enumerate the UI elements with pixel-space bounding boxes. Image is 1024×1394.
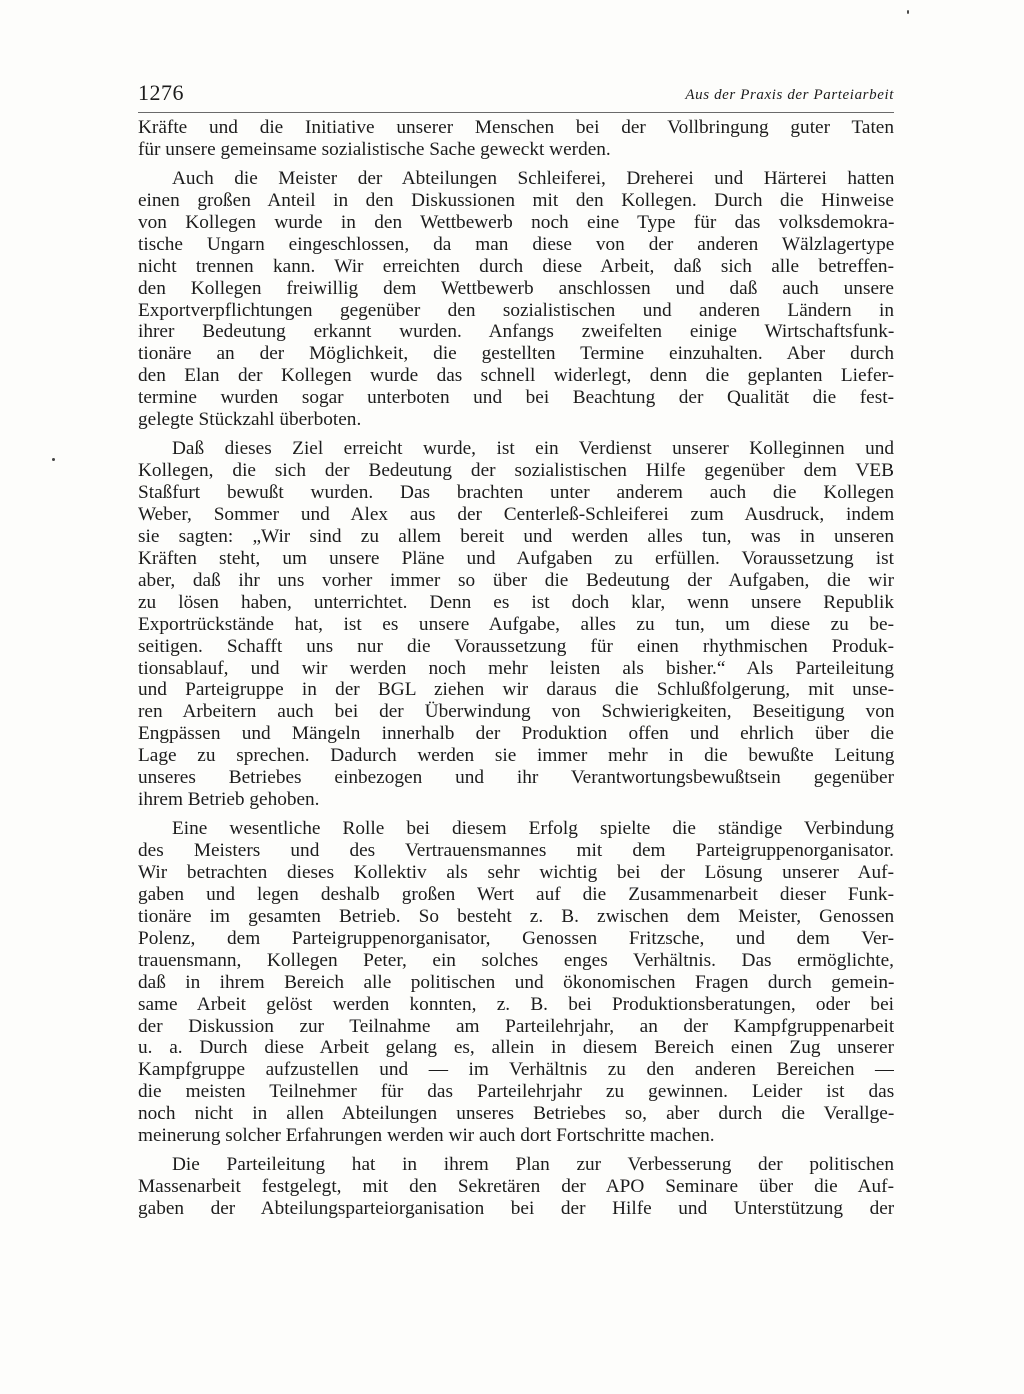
text-line: tionäre an der Möglichkeit, die gestellten Termine einzuhalten. Aber durch [138, 343, 894, 365]
text-line: Eine wesentliche Rolle bei diesem Erfolg spielte die ständige Verbindung [172, 818, 894, 840]
text-line: tische Ungarn eingeschlossen, da man diese von der anderen Wälzlagertype [138, 233, 894, 255]
text-line: Staßfurt bewußt wurden. Das brachten unter anderem auch die Kollegen [138, 482, 894, 503]
text-line: gaben der Abteilungsparteiorganisation bei der Hilfe und Unterstützung der [138, 1198, 894, 1219]
text-line: Lage zu sprechen. Dadurch werden sie immer mehr in die bewußte Leitung [138, 745, 894, 767]
text-line: Weber, Sommer und Alex aus der Centerleß-Schleiferei zum Ausdruck, indem [138, 503, 894, 525]
page-content [138, 78, 894, 1227]
text-line: meinerung solcher Erfahrungen werden wir auch dort Fortschritte machen. [138, 1125, 715, 1147]
text-line: termine wurden sogar unterboten und bei Beachtung der Qualität die fest- [138, 387, 894, 409]
paragraph [138, 168, 894, 431]
scan-speck [52, 458, 55, 461]
text-line: Exportrückstände hat, ist es unsere Aufgabe, alles zu tun, um diese zu be- [138, 613, 894, 635]
text-line: Engpässen und Mängeln innerhalb der Produktion offen und ehrlich über die [138, 723, 894, 745]
text-line: einen großen Anteil in den Diskussionen mit den Kollegen. Durch die Hinweise [138, 189, 894, 211]
text-line: aber, daß ihr uns vorher immer so über die Bedeutung der Aufgaben, die wir [138, 569, 894, 591]
text-line: ihrem Betrieb gehoben. [138, 789, 320, 811]
running-title: Aus der Praxis der Parteiarbeit [685, 87, 894, 103]
text-line: die meisten Teilnehmer für das Parteilehrjahr zu gewinnen. Leider ist das [138, 1081, 894, 1103]
running-header [138, 78, 894, 113]
text-line: von Kollegen wurde in den Wettbewerb noch eine Type für das volksdemokra- [138, 211, 894, 233]
scan-speck [907, 10, 909, 14]
text-line: Daß dieses Ziel erreicht wurde, ist ein Verdienst unserer Kolleginnen und [172, 438, 894, 460]
text-line: Massenarbeit festgelegt, mit den Sekretären der APO Seminare über die Auf- [138, 1176, 894, 1198]
paragraph [138, 1154, 894, 1220]
text-line: same Arbeit gelöst werden konnten, z. B. bei Produktionsberatungen, oder bei [138, 993, 894, 1015]
text-line: trauensmann, Kollegen Peter, ein solches enges Verhältnis. Das ermöglichte, [138, 949, 894, 971]
text-line: den Kollegen freiwillig dem Wettbewerb anschlossen und daß auch unsere [138, 277, 894, 299]
text-line: daß in ihrem Bereich alle politischen und ökonomischen Fragen durch gemein- [138, 971, 894, 993]
text-line: zu lösen haben, unterrichtet. Denn es ist doch klar, wenn unsere Republik [138, 591, 894, 613]
text-line: nicht trennen kann. Wir erreichten durch diese Arbeit, daß sich alle betreffen- [138, 255, 894, 277]
text-line: gelegte Stückzahl überboten. [138, 409, 362, 431]
text-line: u. a. Durch diese Arbeit gelang es, allein in diesem Bereich einen Zug unserer [138, 1037, 894, 1059]
text-line: Polenz, dem Parteigruppenorganisator, Genossen Fritzsche, und dem Ver- [138, 927, 894, 949]
text-line: Wir betrachten dieses Kollektiv als sehr wichtig bei der Lösung unserer Auf- [138, 861, 894, 883]
paragraph [138, 438, 894, 811]
text-line: den Elan der Kollegen wurde das schnell widerlegt, denn die geplanten Liefer- [138, 365, 894, 387]
page-number: 1276 [138, 80, 184, 105]
text-line: noch nicht in allen Abteilungen unseres Betriebes so, aber durch die Verallge- [138, 1103, 894, 1125]
text-line: der Diskussion zur Teilnahme am Parteilehrjahr, an der Kampfgruppenarbeit [138, 1015, 894, 1037]
text-line: gaben und legen deshalb großen Wert auf die Zusammenarbeit dieser Funk- [138, 883, 894, 905]
text-line: für unsere gemeinsame sozialistische Sache geweckt werden. [138, 138, 611, 160]
text-line: ihrer Bedeutung erkannt wurden. Anfangs zweifelten einige Wirtschaftsfunk- [138, 321, 894, 343]
paragraph [138, 818, 894, 1147]
text-line: ren Arbeitern auch bei der Überwindung von Schwierigkeiten, Beseitigung von [138, 701, 894, 723]
text-line: Die Parteileitung hat in ihrem Plan zur Verbesserung der politischen [172, 1154, 894, 1176]
body-text [138, 117, 894, 1220]
text-line: sie sagten: „Wir sind zu allem bereit und werden alles tun, was in unseren [138, 525, 894, 547]
text-line: seitigen. Schafft uns nur die Voraussetzung für einen rhythmischen Produk- [138, 635, 894, 657]
text-line: Kampfgruppe aufzustellen und — im Verhältnis zu den anderen Bereichen — [138, 1059, 894, 1081]
text-line: Exportverpflichtungen gegenüber den sozialistischen und anderen Ländern in [138, 299, 894, 321]
text-line: des Meisters und des Vertrauensmannes mit dem Parteigruppenorganisator. [138, 840, 894, 861]
text-line: Kräften steht, um unsere Pläne und Aufgaben zu erfüllen. Voraussetzung ist [138, 547, 894, 569]
text-line: unseres Betriebes einbezogen und ihr Verantwortungsbewußtsein gegenüber [138, 767, 894, 789]
paragraph [138, 117, 894, 161]
text-line: Auch die Meister der Abteilungen Schleiferei, Dreherei und Härterei hatten [172, 167, 894, 189]
text-line: Kräfte und die Initiative unserer Menschen bei der Vollbringung guter Taten [138, 117, 894, 138]
text-line: und Parteigruppe in der BGL ziehen wir daraus die Schlußfolgerung, mit unse- [138, 679, 894, 701]
text-line: tionsablauf, und wir werden noch mehr leisten als bisher.“ Als Parteileitung [138, 657, 894, 679]
text-line: tionäre im gesamten Betrieb. So besteht z. B. zwischen dem Meister, Genossen [138, 905, 894, 927]
text-line: Kollegen, die sich der Bedeutung der sozialistischen Hilfe gegenüber dem VEB [138, 460, 894, 482]
